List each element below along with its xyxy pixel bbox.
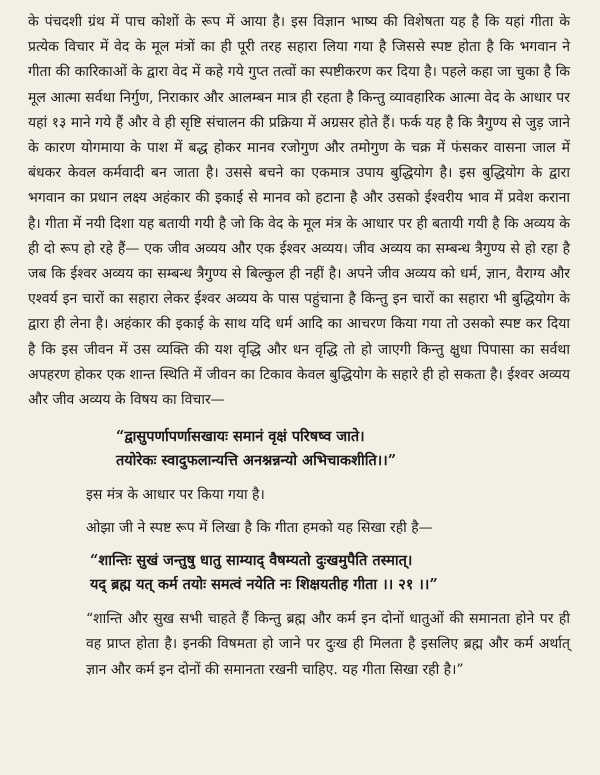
sanskrit-verse-2 — [28, 549, 570, 597]
verse-2-intro: ओझा जी ने स्पष्ट रूप में लिखा है कि गीता हमको यह सिखा रही है— — [86, 520, 433, 537]
verse-2-line-1: “शान्तिः सुखं जन्तुषु धातु साम्याद् वैषम्यतो दुःखमुपैति तस्मात्। — [90, 552, 413, 570]
verse-1-explanation: इस मंत्र के आधार पर किया गया है। — [86, 487, 265, 504]
body-paragraph: के पंचदशी ग्रंथ में पाच कोशों के रूप में आया है। इस विज्ञान भाष्य की विशेषता यह है कि यहां गीता के प्रत्येक विचार में वेद के मूल मंत्रों का ही पूरी तरह सहारा लिया गया है जिससे स्पष्ट होता है कि भगवान ने गीता की कारिकाओं के द्वारा वेद में कहे गये गुप्त तत्वों का स्पष्टीकरण कर दिया है। पहले कहा जा चुका है कि मूल आत्मा सर्वथा निर्गुण, निराकार और आलम्बन मात्र ही रहता है किन्तु व्यावहारिक आत्मा वेद के आधार पर यहां १३ माने गये हैं और वे ही सृष्टि संचालन की प्रक्रिया में अग्रसर होते हैं। फर्क यह है कि त्रैगुण्य से जुड़ जाने के कारण योगमाया के पाश में बद्ध होकर मानव रजोगुण और तमोगुण के चक्र में फंसकर वासना जाल में बंधकर केवल कर्मवादी बन जाता है। उससे बचने का एकमात्र उपाय बुद्धियोग है। इस बुद्धियोग के द्वारा भगवान का प्रधान लक्ष्य अहंकार की इकाई से मानव को हटाना है और उसको ईश्वरीय भाव में प्रवेश कराना है। गीता में नयी दिशा यह बतायी गयी है जो कि वेद के मूल मंत्र के आधार पर ही बतायी गयी है कि अव्यय के ही दो रूप हो रहे हैं— एक जीव अव्यय और एक ईश्वर अव्यय। जीव अव्यय का सम्बन्ध त्रैगुण्य से हो रहा है जब कि ईश्वर अव्यय का सम्बन्ध त्रैगुण्य से बिल्कुल ही नहीं है। अपने जीव अव्यय को धर्म, ज्ञान, वैराग्य और एश्वर्य इन चारों का सहारा लेकर ईश्वर अव्यय के पास पहुंचाना है किन्तु इन चारों का सहारा भी बुद्धियोग के द्वारा ही लेना है। अहंकार की इकाई के साथ यदि धर्म आदि का आचरण किया गया तो उसको स्पष्ट कर दिया है कि इस जीवन में उस व्यक्ति की यश वृद्धि और धन वृद्धि तो हो जाएगी किन्तु क्षुधा पिपासा का सर्वथा अपहरण होकर एक शान्त स्थिति में जीवन का टिकाव केवल बुद्धियोग के सहारे ही हो सकता है। ईश्वर अव्यय और जीव अव्यय के विषय का विचार— — [28, 14, 570, 409]
verse-2-line-2: यद् ब्रह्म यत् कर्म तयोः समत्वं नयेति नः शिक्षयतीह गीता ।। २१ ।।” — [90, 576, 438, 594]
verse-1-line-2: तयोरेकः स्वादुफलान्यत्ति अनश्नन्नन्यो अभिचाकशीति।।” — [116, 452, 397, 470]
sanskrit-verse-1 — [28, 425, 570, 473]
verse-1-line-1: “द्वासुपर्णापर्णासखायः समानं वृक्षं परिषष्व जाते। — [116, 428, 365, 446]
closing-paragraph: “शान्ति और सुख सभी चाहते हैं किन्तु ब्रह्म और कर्म इन दोनों धातुओं की समानता होने पर ही वह प्राप्त होता है। इनकी विषमता हो जाने पर दुःख ही मिलता है इसलिए ब्रह्म और कर्म अर्थात् ज्ञान और कर्म इन दोनों की समानता रखनी चाहिए. यह गीता सिखा रही है।” — [86, 611, 570, 678]
